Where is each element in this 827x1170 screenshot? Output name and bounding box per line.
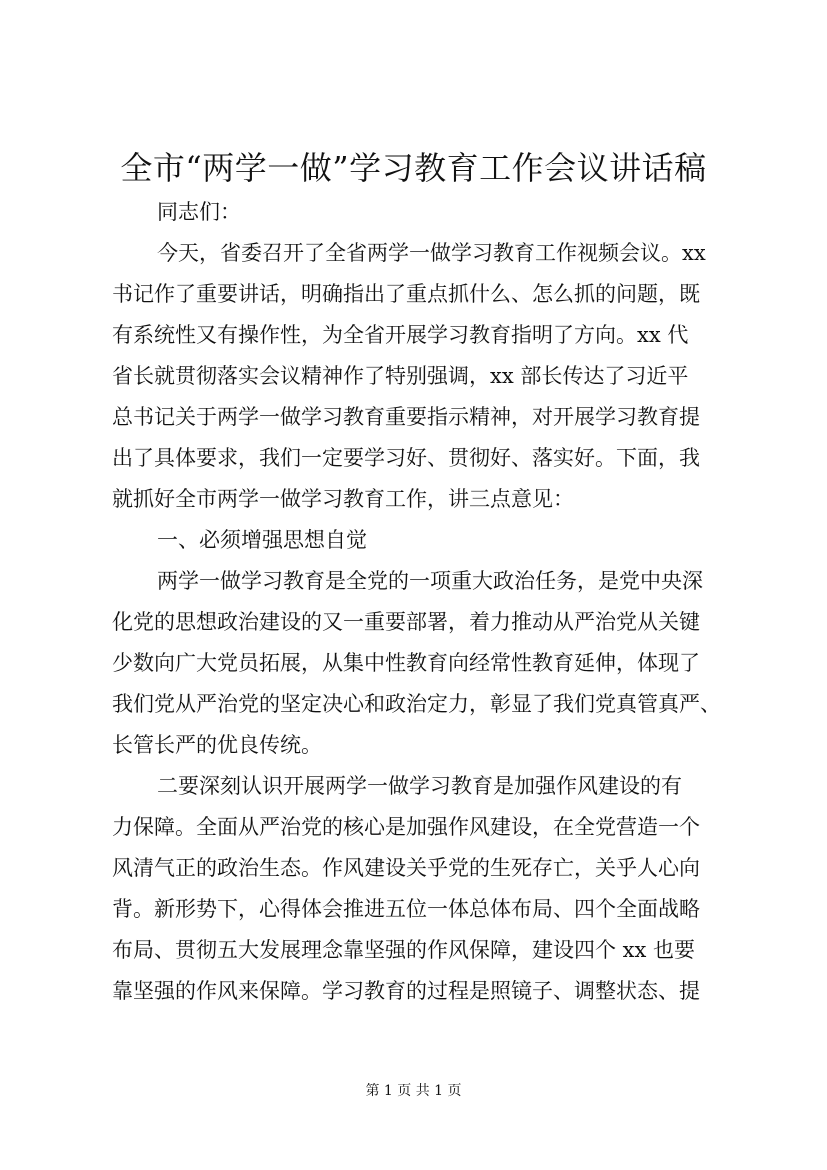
text-line: 同志们：: [157, 200, 241, 224]
text-line: 长管长严的优良传统。: [112, 733, 322, 757]
text-line: 今天，省委召开了全省两学一做学习教育工作视频会议。xx: [157, 241, 706, 265]
text-line: 背。新形势下，心得体会推进五位一体总体布局、四个全面战略: [112, 897, 700, 921]
text-line: 总书记关于两学一做学习教育重要指示精神，对开展学习教育提: [112, 405, 700, 429]
text-line: 二要深刻认识开展两学一做学习教育是加强作风建设的有: [157, 774, 682, 798]
text-line: 少数向广大党员拓展，从集中性教育向经常性教育延伸，体现了: [112, 651, 700, 675]
text-line: 风清气正的政治生态。作风建设关乎党的生死存亡，关乎人心向: [112, 856, 700, 880]
document-body: [112, 192, 725, 1012]
text-line: 出了具体要求，我们一定要学习好、贯彻好、落实好。下面，我: [112, 446, 700, 470]
text-line: 化党的思想政治建设的又一重要部署，着力推动从严治党从关键: [112, 610, 700, 634]
document-title: 全市“两学一做”学习教育工作会议讲话稿: [120, 149, 707, 187]
text-line: 一、必须增强思想自觉: [157, 528, 367, 552]
text-line: 我们党从严治党的坚定决心和政治定力，彰显了我们党真管真严、: [112, 692, 721, 716]
text-line: 就抓好全市两学一做学习教育工作，讲三点意见：: [112, 487, 574, 511]
text-line: 力保障。全面从严治党的核心是加强作风建设，在全党营造一个: [112, 815, 700, 839]
page-footer: 第 1 页 共 1 页: [365, 1083, 462, 1099]
text-line: 有系统性又有操作性，为全省开展学习教育指明了方向。xx 代: [112, 323, 689, 347]
text-line: 靠坚强的作风来保障。学习教育的过程是照镜子、调整状态、提: [112, 979, 700, 1003]
text-line: 书记作了重要讲话，明确指出了重点抓什么、怎么抓的问题，既: [112, 282, 700, 306]
text-line: 布局、贯彻五大发展理念靠坚强的作风保障，建设四个 xx 也要: [112, 938, 696, 962]
text-line: 两学一做学习教育是全党的一项重大政治任务，是党中央深: [157, 569, 703, 593]
text-line: 省长就贯彻落实会议精神作了特别强调，xx 部长传达了习近平: [112, 364, 689, 388]
